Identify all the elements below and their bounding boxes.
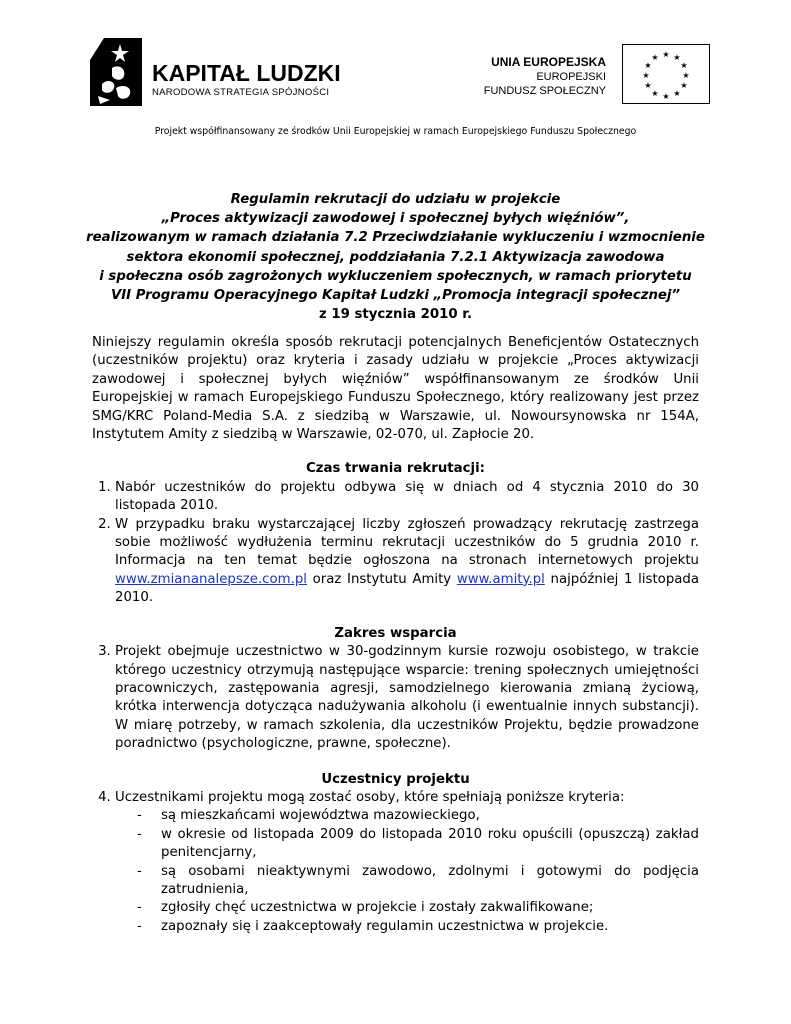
list-item-3: 3. Projekt obejmuje uczestnictwo w 30-godzinnym kursie rozwoju osobistego, w trakcie którego uczestnicy otrzymują następujące wsparcie: trening społecznych umiejętności pracowniczych, zastępowania agresji, samodzielnego kierowania zmianą życiową, krótka interwencja dotycząca nadużywania alkoholu (i ewentualnie innych substancji). W miarę potrzeby, w ramach szkolenia, dla uczestników Projektu, będzie prowadzone poradnictwo (psychologiczne, prawne, społeczne).: [115, 643, 699, 753]
document-title: [60, 190, 731, 324]
criteria-item: - są osobami nieaktywnymi zawodowo, zdolnymi i gotowymi do podjęcia zatrudnienia,: [137, 863, 699, 900]
criteria-item: - są mieszkańcami województwa mazowieckiego,: [137, 807, 699, 825]
criteria-list: [92, 807, 699, 936]
svg-text:★: ★: [673, 53, 681, 62]
title-line-3: realizowanym w ramach działania 7.2 Przeciwdziałanie wykluczeniu i wzmocnienie: [86, 230, 705, 246]
svg-text:★: ★: [644, 61, 652, 70]
section-heading-support-scope: Zakres wsparcia: [334, 625, 457, 641]
kl-title: KAPITAŁ LUDZKI: [152, 60, 341, 86]
participants-list: [92, 789, 699, 807]
svg-text:★: ★: [662, 50, 670, 59]
item2-text-a: W przypadku braku wystarczającej liczby zgłoszeń prowadzący rekrutację zastrzega sobie możliwość wydłużenia terminu rekrutacji uczestników do 5 grudnia 2010 r. Informacja na ten temat będzie ogłoszona na stronach internetowych projektu: [115, 516, 699, 569]
eu-line-3: FUNDUSZ SPOŁECZNY: [483, 85, 606, 97]
svg-text:★: ★: [642, 71, 650, 80]
eu-line-2: EUROPEJSKI: [536, 71, 606, 83]
cofinancing-note: Projekt współfinansowany ze środków Unii Europejskiej w ramach Europejskiego Funduszu Społecznego: [154, 126, 637, 137]
svg-text:★: ★: [651, 89, 659, 98]
support-list: [92, 643, 699, 753]
title-line-2: „Proces aktywizacji zawodowej i społecznej byłych więźniów”,: [161, 211, 630, 227]
svg-text:★: ★: [680, 61, 688, 70]
recruitment-list: [92, 479, 699, 608]
title-line-1: Regulamin rekrutacji do udziału w projekcie: [230, 192, 561, 207]
eu-flag-icon: [622, 44, 710, 104]
title-line-5: i społeczna osób zagrożonych wykluczeniem społecznych, w ramach priorytetu: [99, 268, 692, 284]
title-line-4: sektora ekonomii społecznej, poddziałania 7.2.1 Aktywizacja zawodowa: [126, 249, 665, 265]
svg-text:★: ★: [680, 81, 688, 90]
eu-logo-text: [484, 54, 606, 98]
intro-paragraph: Niniejszy regulamin określa sposób rekrutacji potencjalnych Beneficjentów Ostatecznych (uczestników projektu) oraz kryteria i zasady udziału w projekcie „Proces aktywizacji zawodowej i społecznej byłych więźniów” współfinansowanym ze środków Unii Europejskiej w ramach Europejskiego Funduszu Społecznego, który realizowany jest przez SMG/KRC Poland-Media S.A. z siedzibą w Warszawie, ul. Nowoursynowska nr 154A, Instytutem Amity z siedzibą w Warszawie, 02-070, ul. Zapłocie 20.: [92, 335, 699, 443]
svg-text:★: ★: [644, 81, 652, 90]
kl-subtitle: NARODOWA STRATEGIA SPÓJNOŚCI: [152, 87, 330, 98]
criteria-item: - zgłosiły chęć uczestnictwa w projekcie i zostały zakwalifikowane;: [137, 899, 699, 917]
page-header: [80, 38, 710, 108]
item2-text-b: oraz Instytutu Amity: [306, 571, 457, 587]
section-heading-recruitment-period: Czas trwania rekrutacji:: [306, 461, 485, 477]
list-item-4: [115, 789, 699, 807]
item4-text: Uczestnikami projektu mogą zostać osoby, które spełniają poniższe kryteria:: [115, 789, 625, 805]
criteria-item: - zapoznały się i zaakceptowały regulamin uczestnictwa w projekcie.: [137, 918, 699, 936]
title-date: z 19 stycznia 2010 r.: [318, 307, 473, 323]
item2-text-c: najpóźniej 1 listopada 2010.: [115, 571, 699, 606]
svg-text:★: ★: [673, 89, 681, 98]
list-item-1: 1. Nabór uczestników do projektu odbywa się w dniach od 4 stycznia 2010 do 30 listopada 2010.: [115, 479, 699, 516]
eu-line-1: UNIA EUROPEJSKA: [491, 55, 606, 69]
kapital-ludzki-emblem-icon: [90, 38, 142, 106]
amity-website-link[interactable]: www.amity.pl: [456, 571, 545, 587]
document-body: [92, 334, 699, 936]
project-website-link[interactable]: www.zmiananalepsze.com.pl: [115, 571, 307, 587]
section-heading-participants: Uczestnicy projektu: [321, 771, 470, 787]
svg-text:★: ★: [662, 92, 670, 101]
list-item-2: [115, 516, 699, 608]
title-line-6: VII Programu Operacyjnego Kapitał Ludzki „Promocja integracji społecznej”: [110, 288, 681, 304]
svg-text:★: ★: [682, 71, 690, 80]
kapital-ludzki-logo: [90, 38, 341, 108]
svg-text:★: ★: [651, 53, 659, 62]
criteria-item: - w okresie od listopada 2009 do listopada 2010 roku opuścili (opuszczą) zakład penitencjarny,: [137, 826, 699, 863]
